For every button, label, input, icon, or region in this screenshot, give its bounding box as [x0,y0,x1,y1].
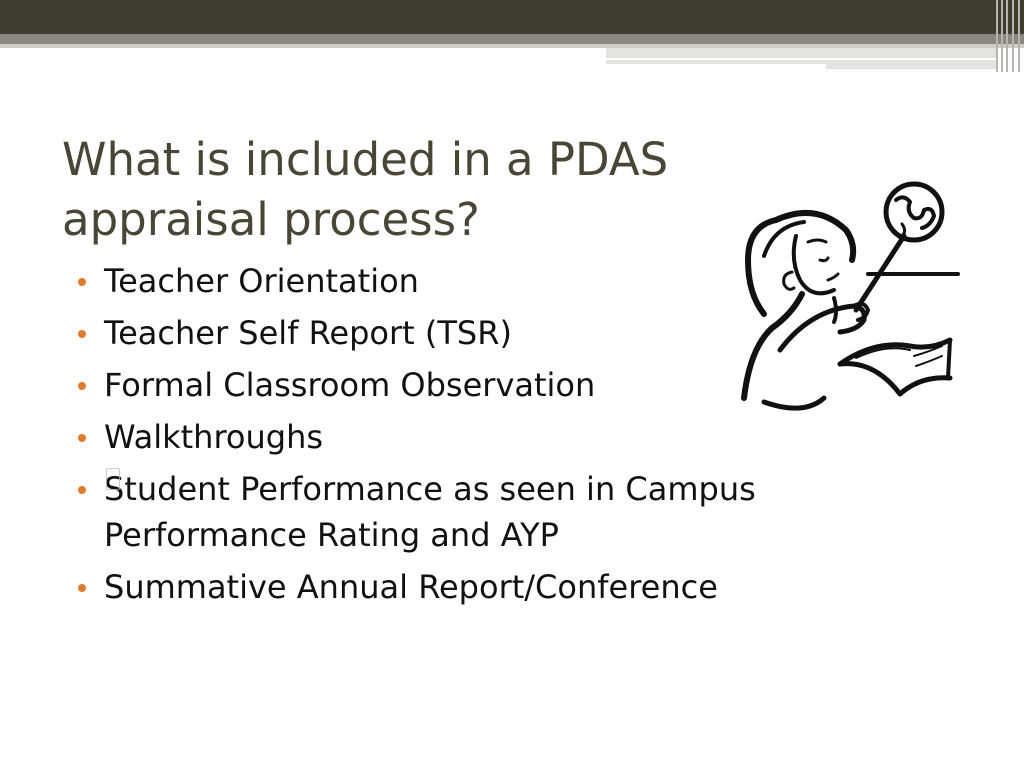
slide-title: What is included in a PDAS appraisal process? [62,133,669,246]
bullet-text: Student Performance as seen in Campus Performance Rating and AYP [104,470,756,554]
bullet-marker [78,434,86,442]
header-ribbon-lower [826,64,996,69]
bullet-marker [78,330,86,338]
bullet-text: Summative Annual Report/Conference [104,568,718,606]
bullet-text: Walkthroughs [104,418,324,456]
corner-stripes [994,0,1024,72]
bullet-item [76,564,916,610]
header-bar [0,0,1024,34]
teacher-with-globe-icon [736,180,966,415]
bullet-text: Teacher Self Report (TSR) [104,314,512,352]
bullet-text: Formal Classroom Observation [104,366,596,404]
header-band [0,34,1024,44]
header-ribbon [606,48,996,64]
bullet-item [76,414,916,460]
bullet-marker [78,584,86,592]
bullet-item [76,466,916,558]
header-ribbon-gap [606,58,996,60]
bullet-marker [78,278,86,286]
bullet-marker [78,382,86,390]
placeholder-glyph-icon [106,468,120,490]
bullet-text: Teacher Orientation [104,262,419,300]
bullet-marker [78,486,86,494]
